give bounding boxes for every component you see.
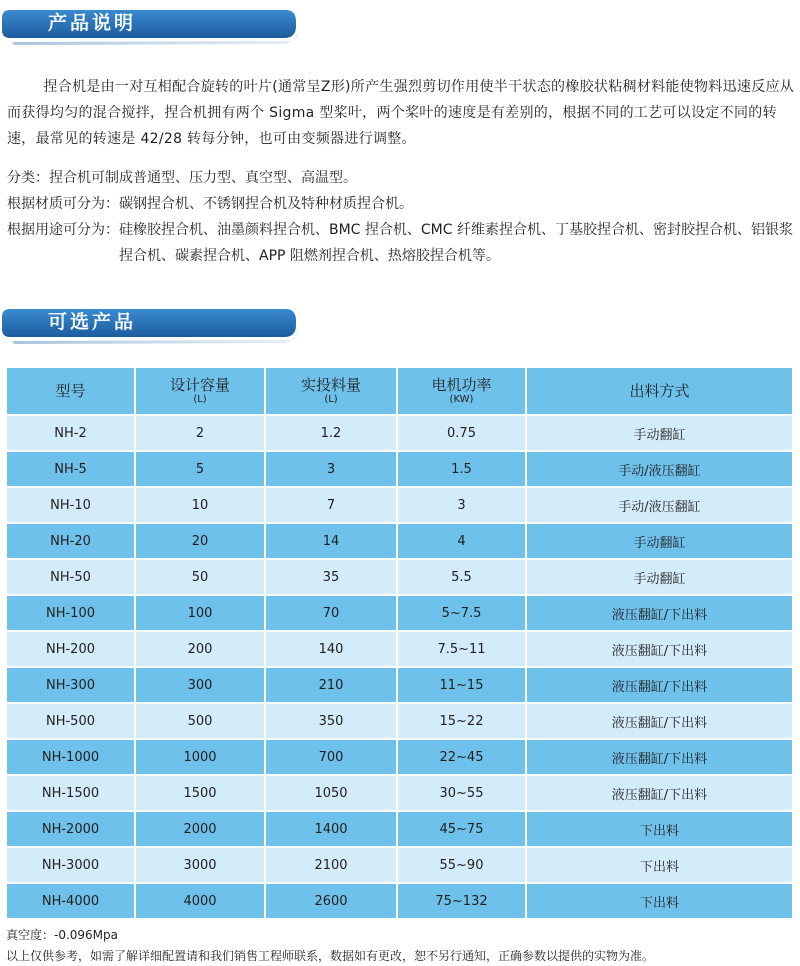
cell-actual-load: 1.2 bbox=[264, 416, 396, 450]
cell-actual-load: 140 bbox=[264, 632, 396, 666]
cell-discharge-method: 手动翻缸 bbox=[525, 560, 792, 594]
classification-row bbox=[7, 165, 795, 191]
classification-list bbox=[7, 165, 795, 269]
cell-motor-power: 30~55 bbox=[396, 776, 525, 810]
cell-design-capacity: 2 bbox=[134, 416, 264, 450]
classification-label: 分类： bbox=[7, 170, 49, 186]
cell-discharge-method: 液压翻缸/下出料 bbox=[525, 632, 792, 666]
table-row bbox=[7, 488, 792, 522]
cell-actual-load: 1050 bbox=[264, 776, 396, 810]
disclaimer-note: 以上仅供参考，如需了解详细配置请和我们销售工程师联系，数据如有更改，恕不另行通知，正确参数以提供的实物为准。 bbox=[6, 949, 655, 963]
banner-shape bbox=[0, 307, 300, 347]
cell-model: NH-1500 bbox=[7, 776, 134, 810]
cell-motor-power: 75~132 bbox=[396, 884, 525, 918]
cell-motor-power: 4 bbox=[396, 524, 525, 558]
cell-motor-power: 22~45 bbox=[396, 740, 525, 774]
classification-label: 根据材质可分为： bbox=[7, 196, 119, 212]
cell-actual-load: 2100 bbox=[264, 848, 396, 882]
cell-discharge-method: 液压翻缸/下出料 bbox=[525, 596, 792, 630]
table-row bbox=[7, 848, 792, 882]
header-design-capacity: 设计容量 (L) bbox=[134, 368, 264, 414]
cell-model: NH-3000 bbox=[7, 848, 134, 882]
cell-actual-load: 70 bbox=[264, 596, 396, 630]
cell-motor-power: 1.5 bbox=[396, 452, 525, 486]
table-row bbox=[7, 740, 792, 774]
classification-value: 碳钢捏合机、不锈钢捏合机及特种材质捏合机。 bbox=[119, 196, 413, 212]
cell-model: NH-100 bbox=[7, 596, 134, 630]
cell-model: NH-4000 bbox=[7, 884, 134, 918]
section-title: 可选产品 bbox=[48, 311, 137, 333]
cell-model: NH-500 bbox=[7, 704, 134, 738]
cell-model: NH-50 bbox=[7, 560, 134, 594]
cell-actual-load: 14 bbox=[264, 524, 396, 558]
cell-motor-power: 45~75 bbox=[396, 812, 525, 846]
cell-design-capacity: 20 bbox=[134, 524, 264, 558]
cell-design-capacity: 4000 bbox=[134, 884, 264, 918]
cell-design-capacity: 10 bbox=[134, 488, 264, 522]
header-actual-load: 实投料量 (L) bbox=[264, 368, 396, 414]
table-row bbox=[7, 560, 792, 594]
section-banner-products bbox=[0, 307, 300, 347]
cell-model: NH-200 bbox=[7, 632, 134, 666]
cell-discharge-method: 液压翻缸/下出料 bbox=[525, 668, 792, 702]
header-model: 型号 bbox=[7, 368, 134, 414]
table-row bbox=[7, 632, 792, 666]
product-spec-table bbox=[7, 366, 792, 920]
cell-discharge-method: 下出料 bbox=[525, 848, 792, 882]
cell-discharge-method: 手动翻缸 bbox=[525, 416, 792, 450]
table-row bbox=[7, 704, 792, 738]
cell-model: NH-10 bbox=[7, 488, 134, 522]
table-row bbox=[7, 812, 792, 846]
cell-design-capacity: 2000 bbox=[134, 812, 264, 846]
cell-discharge-method: 液压翻缸/下出料 bbox=[525, 776, 792, 810]
table-row bbox=[7, 416, 792, 450]
table-header-row bbox=[7, 368, 792, 414]
table-row bbox=[7, 452, 792, 486]
cell-model: NH-5 bbox=[7, 452, 134, 486]
cell-discharge-method: 手动/液压翻缸 bbox=[525, 452, 792, 486]
description-paragraph bbox=[7, 74, 795, 152]
classification-label: 根据用途可分为： bbox=[7, 222, 119, 238]
cell-actual-load: 2600 bbox=[264, 884, 396, 918]
cell-model: NH-1000 bbox=[7, 740, 134, 774]
cell-motor-power: 11~15 bbox=[396, 668, 525, 702]
header-motor-power: 电机功率 (KW) bbox=[396, 368, 525, 414]
cell-actual-load: 3 bbox=[264, 452, 396, 486]
classification-value: 捏合机可制成普通型、压力型、真空型、高温型。 bbox=[49, 170, 357, 186]
cell-design-capacity: 1500 bbox=[134, 776, 264, 810]
cell-motor-power: 5~7.5 bbox=[396, 596, 525, 630]
cell-actual-load: 1400 bbox=[264, 812, 396, 846]
cell-actual-load: 350 bbox=[264, 704, 396, 738]
cell-discharge-method: 手动翻缸 bbox=[525, 524, 792, 558]
cell-design-capacity: 100 bbox=[134, 596, 264, 630]
cell-model: NH-2 bbox=[7, 416, 134, 450]
banner-shape bbox=[0, 8, 300, 48]
cell-design-capacity: 3000 bbox=[134, 848, 264, 882]
cell-actual-load: 210 bbox=[264, 668, 396, 702]
classification-row bbox=[7, 191, 795, 217]
cell-model: NH-300 bbox=[7, 668, 134, 702]
cell-motor-power: 7.5~11 bbox=[396, 632, 525, 666]
cell-motor-power: 5.5 bbox=[396, 560, 525, 594]
cell-discharge-method: 手动/液压翻缸 bbox=[525, 488, 792, 522]
vacuum-note: 真空度：-0.096Mpa bbox=[6, 928, 119, 942]
cell-model: NH-2000 bbox=[7, 812, 134, 846]
classification-row bbox=[7, 217, 795, 269]
cell-actual-load: 700 bbox=[264, 740, 396, 774]
cell-motor-power: 55~90 bbox=[396, 848, 525, 882]
cell-actual-load: 7 bbox=[264, 488, 396, 522]
cell-design-capacity: 300 bbox=[134, 668, 264, 702]
cell-model: NH-20 bbox=[7, 524, 134, 558]
table-body bbox=[7, 416, 792, 918]
cell-discharge-method: 液压翻缸/下出料 bbox=[525, 740, 792, 774]
cell-design-capacity: 1000 bbox=[134, 740, 264, 774]
table-row bbox=[7, 596, 792, 630]
cell-motor-power: 0.75 bbox=[396, 416, 525, 450]
cell-design-capacity: 5 bbox=[134, 452, 264, 486]
cell-discharge-method: 下出料 bbox=[525, 884, 792, 918]
description-text: 捏合机是由一对互相配合旋转的叶片(通常呈Z形)所产生强烈剪切作用使半干状态的橡胶状粘稠材料能使物料迅速反应从而获得均匀的混合搅拌，捏合机拥有两个 Sigma 型桨叶，两个桨叶的速度是有差别的，根据不同的工艺可以设定不同的转速，最常见的转速是 42/28 转每分钟，也可由变频器进行调整。 bbox=[7, 79, 795, 147]
section-title: 产品说明 bbox=[48, 12, 137, 34]
table-row bbox=[7, 884, 792, 918]
cell-motor-power: 3 bbox=[396, 488, 525, 522]
table-row bbox=[7, 668, 792, 702]
cell-discharge-method: 下出料 bbox=[525, 812, 792, 846]
cell-design-capacity: 50 bbox=[134, 560, 264, 594]
cell-design-capacity: 500 bbox=[134, 704, 264, 738]
cell-motor-power: 15~22 bbox=[396, 704, 525, 738]
classification-value: 硅橡胶捏合机、油墨颜料捏合机、BMC 捏合机、CMC 纤维素捏合机、丁基胶捏合机、密封胶捏合机、铝银浆捏合机、碳素捏合机、APP 阻燃剂捏合机、热熔胶捏合机等。 bbox=[119, 222, 793, 264]
table-row bbox=[7, 524, 792, 558]
cell-discharge-method: 液压翻缸/下出料 bbox=[525, 704, 792, 738]
cell-design-capacity: 200 bbox=[134, 632, 264, 666]
header-discharge-method: 出料方式 bbox=[525, 368, 792, 414]
section-banner-description bbox=[0, 8, 300, 48]
table-row bbox=[7, 776, 792, 810]
cell-actual-load: 35 bbox=[264, 560, 396, 594]
